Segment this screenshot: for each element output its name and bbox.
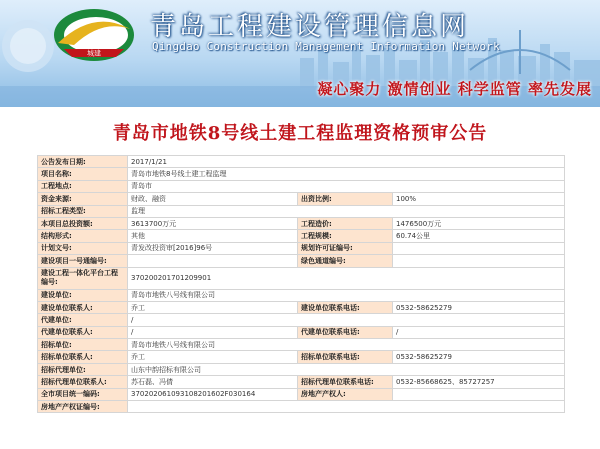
field-value: 0532-85668625、85727257 [393,376,565,388]
table-row [38,363,565,375]
field-value: 财政、融资 [128,193,298,205]
table-row [38,401,565,413]
table-row [38,339,565,351]
site-slogan: 凝心聚力 激情创业 科学监管 率先发展 [317,80,592,98]
table-row [38,193,565,205]
field-value: 0532-58625279 [393,301,565,313]
field-label: 本项目总投资额: [38,217,128,229]
table-row [38,217,565,229]
field-value [128,255,298,267]
table-row [38,242,565,254]
field-value: 2017/1/21 [128,156,565,168]
field-label: 计划文号: [38,242,128,254]
field-value: 乔工 [128,301,298,313]
table-row [38,255,565,267]
field-label: 绿色通道编号: [298,255,393,267]
field-label: 工程规模: [298,230,393,242]
field-label: 建设工程一体化平台工程编号: [38,267,128,289]
notice-title: 青岛市地铁8号线土建工程监理资格预审公告 [112,123,488,144]
field-label: 工程造价: [298,217,393,229]
field-value: 3613700万元 [128,217,298,229]
field-value: 其他 [128,230,298,242]
table-row [38,289,565,301]
field-label: 招标代理单位: [38,363,128,375]
field-label: 建设单位联系电话: [298,301,393,313]
field-value: 山东中韵招标有限公司 [128,363,565,375]
field-value: / [128,314,565,326]
field-value: / [128,326,298,338]
field-value: 0532-58625279 [393,351,565,363]
field-label: 招标代理单位联系人: [38,376,128,388]
table-row [38,205,565,217]
field-label: 建设单位: [38,289,128,301]
field-value: / [393,326,565,338]
table-row [38,388,565,400]
field-label: 建设项目一号通编号: [38,255,128,267]
field-value: 监理 [128,205,565,217]
field-label: 资金来源: [38,193,128,205]
table-row [38,326,565,338]
notice-info-table [37,155,565,413]
field-value: 乔工 [128,351,298,363]
field-label: 招标代理单位联系电话: [298,376,393,388]
table-row [38,314,565,326]
field-label: 房地产产权人: [298,388,393,400]
field-label: 代建单位联系人: [38,326,128,338]
field-label: 代建单位联系电话: [298,326,393,338]
field-label: 招标单位联系人: [38,351,128,363]
field-value: 苏石磊、冯倩 [128,376,298,388]
field-label: 招标单位: [38,339,128,351]
field-value: 青岛市 [128,180,565,192]
table-row [38,180,565,192]
field-label: 规划许可证编号: [298,242,393,254]
table-row [38,168,565,180]
field-label: 全市项目统一编码: [38,388,128,400]
field-label: 结构形式: [38,230,128,242]
field-label: 项目名称: [38,168,128,180]
field-value [393,255,565,267]
table-row [38,301,565,313]
field-value: 青岛市地铁八号线有限公司 [128,339,565,351]
table-row [38,230,565,242]
field-label: 公告发布日期: [38,156,128,168]
field-value: 60.74公里 [393,230,565,242]
site-title: 青岛工程建设管理信息网 [150,12,470,42]
table-row [38,156,565,168]
field-label: 代建单位: [38,314,128,326]
field-label: 工程地点: [38,180,128,192]
table-row [38,376,565,388]
table-row [38,351,565,363]
field-value: 青岛市地铁8号线土建工程监理 [128,168,565,180]
field-value [393,242,565,254]
field-label: 招标工程类型: [38,205,128,217]
field-value [393,388,565,400]
field-label: 建设单位联系人: [38,301,128,313]
logo-icon [44,5,144,71]
field-value: 青发改投资审[2016]96号 [128,242,298,254]
field-value: 1476500万元 [393,217,565,229]
field-value [128,401,565,413]
field-value: 3702002017012099​01 [128,267,565,289]
field-label: 招标单位联系电话: [298,351,393,363]
table-row [38,267,565,289]
field-value: 100% [393,193,565,205]
svg-text:城建: 城建 [87,49,101,58]
field-value: 青岛市地铁八号线有限公司 [128,289,565,301]
site-banner [0,0,600,107]
field-label: 房地产产权证编号: [38,401,128,413]
field-label: 出资比例: [298,193,393,205]
field-value: 37020206109310820160​2F030164 [128,388,298,400]
site-subtitle: Qingdao Construction Management Information Network [152,40,500,53]
